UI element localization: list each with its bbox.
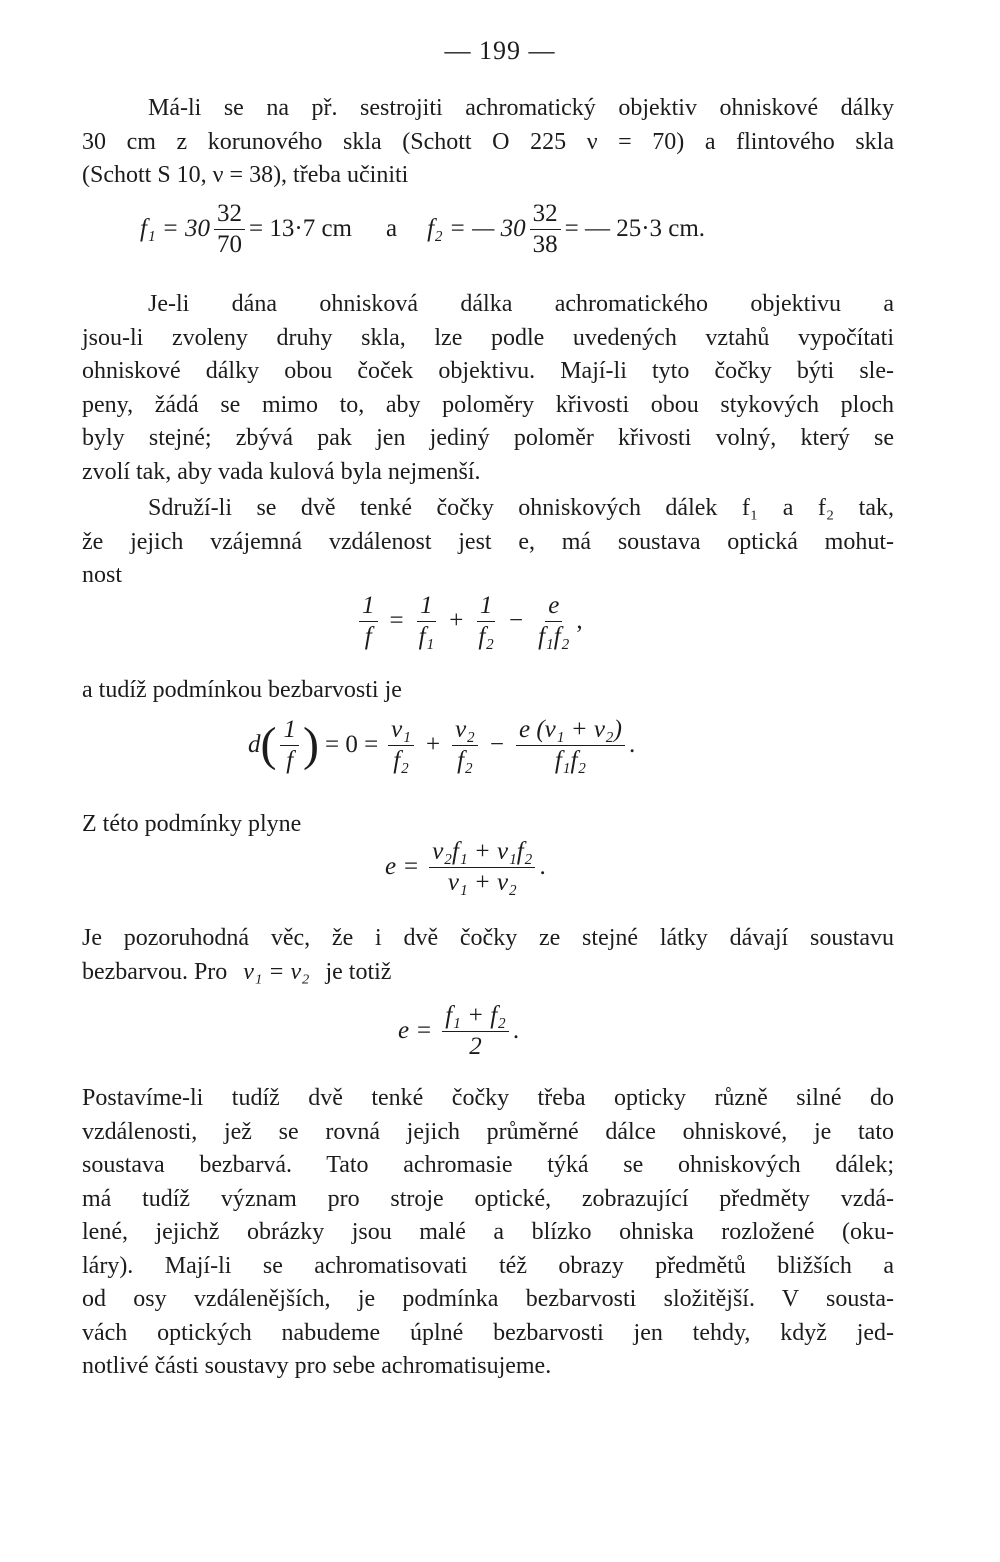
eq-punctuation: . (512, 1017, 520, 1044)
fraction (535, 592, 572, 650)
eq-term: f₁ = 30 (140, 215, 211, 242)
numerator: 32 (530, 200, 561, 230)
text-line: láry). Mají-li se achromatisovati též obrazy předmětů bližších a (82, 1252, 894, 1279)
denominator: f₂ (393, 746, 409, 774)
paragraph-achromatic (82, 288, 894, 489)
text-line: Je pozoruhodná věc, že i dvě čočky ze stejné látky dávají soustavu (82, 925, 894, 951)
text-line: zvolí tak, aby vada kulová byla nejmenší. (82, 458, 481, 485)
text-line: jsou-li zvoleny druhy skla, lze podle uvedených vztahů vypočítati (82, 324, 894, 351)
text-line: a tudíž podmínkou bezbarvosti je (82, 677, 402, 703)
fraction (516, 716, 625, 774)
eq-term: f₂ = — 30 (427, 215, 526, 242)
denominator: 2 (469, 1032, 482, 1060)
numerator: ν₂ (452, 716, 478, 746)
denominator: f₁ (418, 622, 435, 650)
text-line: lené, jejichž obrázky jsou malé a blízko ohniska rozložené (oku- (82, 1219, 894, 1245)
numerator: ν₂f₁ + ν₁f₂ (429, 838, 535, 868)
numerator: f₁ + f₂ (442, 1002, 509, 1032)
text-line: má tudíž význam pro stroje optické, zobrazující předměty vzdá- (82, 1185, 894, 1212)
fraction (280, 716, 299, 774)
text-line: soustava bezbarvá. Tato achromasie týká se ohniskových dálek; (82, 1152, 894, 1178)
text-line: ohniskové dálky obou čoček objektivu. Mají-li tyto čočky býti sle- (82, 358, 894, 384)
text-line: že jejich vzájemná vzdálenost jest e, má soustava optická mohut- (82, 528, 894, 555)
denominator: 70 (217, 230, 243, 258)
paragraph-conclusion (82, 1082, 894, 1384)
equation-focal-lengths (140, 200, 705, 258)
denominator: f (364, 622, 372, 650)
fraction (359, 592, 378, 650)
fraction (442, 1002, 509, 1060)
page-number: — 199 — (444, 36, 556, 65)
text-line: Z této podmínky plyne (82, 811, 302, 837)
eq-term: d (248, 731, 261, 758)
fraction (530, 200, 561, 258)
paragraph-same-material (82, 922, 894, 989)
denominator: f₂ (457, 746, 473, 774)
text-line: Sdruží-li se dvě tenké čočky ohniskových dálek f₁ a f₂ tak, (148, 495, 894, 521)
fraction (214, 200, 245, 258)
fraction (429, 838, 535, 896)
denominator: ν₁ + ν₂ (447, 868, 517, 896)
numerator: e (ν₁ + ν₂) (516, 716, 625, 746)
eq-term: e = (398, 1017, 433, 1044)
text-line: od osy vzdálenějších, je podmínka bezbarvosti složitější. V sousta- (82, 1286, 894, 1312)
text-line: Postavíme-li tudíž dvě tenké čočky třeba opticky různě silné do (82, 1085, 894, 1111)
eq-result: = 13·7 cm (249, 215, 352, 242)
numerator: 1 (417, 592, 436, 622)
text-line: byly stejné; zbývá pak jen jediný poloměr křivosti volný, který se (82, 425, 894, 451)
fraction (475, 592, 497, 650)
text-span: je totiž (325, 958, 392, 985)
paragraph-condition (82, 674, 894, 708)
fraction (416, 592, 438, 650)
eq-term: e = (385, 853, 420, 880)
fraction (452, 716, 478, 774)
text-line: Je-li dána ohnisková dálka achromatického objektivu a (148, 291, 894, 317)
eq-conjunction: a (385, 215, 398, 242)
eq-result: = — 25·3 cm. (564, 215, 706, 242)
numerator: 1 (280, 716, 299, 746)
numerator: e (545, 592, 562, 622)
paragraph-two-lenses (82, 492, 894, 593)
text-span: bezbarvou. Pro (82, 958, 228, 985)
equation-distance (385, 838, 546, 896)
denominator: f (286, 746, 294, 774)
eq-punctuation: , (576, 607, 583, 634)
text-line: Má-li se na př. sestrojiti achromatický objektiv ohniskové dálky (148, 95, 894, 121)
numerator: 1 (359, 592, 378, 622)
text-line (82, 956, 894, 990)
denominator: f₂ (478, 622, 494, 650)
text-line: peny, žádá se mimo to, aby poloměry křivosti obou stykových ploch (82, 391, 894, 418)
text-line: vách optických nabudeme úplné bezbarvosti jen tehdy, když jed- (82, 1319, 894, 1346)
text-line: vzdálenosti, jež se rovná jejich průměrné dálce ohniskové, je tato (82, 1118, 894, 1145)
fraction (388, 716, 414, 774)
denominator: 38 (532, 230, 558, 258)
equation-power: $\frac{1}{f}$ = $\frac{1}{\text{f₁}}$ + $\frac{1}{\text{f₂}}$ − $\frac{e}{\text{f₁f₂}}$ , (355, 592, 583, 650)
eq-punctuation: . (628, 731, 636, 758)
denominator: f₁f₂ (554, 746, 587, 774)
inline-math: ν₁ = ν₂ (243, 958, 310, 985)
text-line: 30 cm z korunového skla (Schott O 225 ν = 70) a flintového skla (82, 128, 894, 155)
numerator: 1 (477, 592, 496, 622)
text-line: notlivé části soustavy pro sebe achromatisujeme. (82, 1353, 552, 1379)
numerator: ν₁ (388, 716, 414, 746)
eq-term: = 0 = (324, 731, 379, 758)
text-line: (Schott S 10, ν = 38), třeba učiniti (82, 162, 409, 188)
eq-punctuation: . (539, 853, 546, 880)
equation-mean-focal (398, 1002, 519, 1060)
paragraph-result-intro (82, 808, 894, 842)
paragraph-intro (82, 92, 894, 193)
numerator: 32 (214, 200, 245, 230)
text-line: nost (82, 562, 123, 588)
equation-achromatic-condition: d ( $\frac{1}{f}$ ) = 0 = $\frac{\text{ν₁}}{\text{f₂}}$ + $\frac{\text{ν₂}}{\text{f₂}}$ − $\frac{\text{e (ν₁ + ν₂)}}{\text{f₁f₂}}$ . (248, 716, 636, 774)
denominator: f₁f₂ (538, 622, 570, 650)
